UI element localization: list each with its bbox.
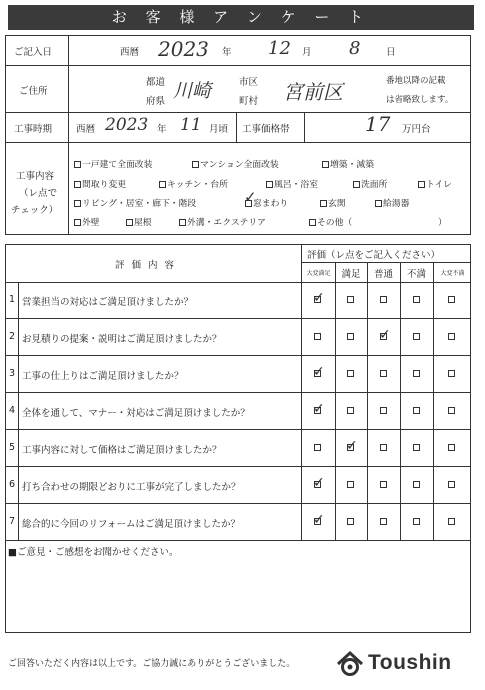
- rating-checkbox[interactable]: [347, 333, 354, 340]
- survey-title: お 客 様 ア ン ケ ー ト: [8, 5, 474, 30]
- checkbox[interactable]: [353, 181, 360, 188]
- comments-label: ■ご意見・ご感想をお聞かせください。: [8, 547, 179, 558]
- checkbox[interactable]: [74, 219, 81, 226]
- address-pref-value: 川崎: [173, 80, 212, 102]
- work-item-10[interactable]: 玄関: [320, 196, 346, 209]
- rating-checkbox[interactable]: [448, 333, 455, 340]
- checkbox[interactable]: [322, 161, 329, 168]
- rating-checkbox[interactable]: [448, 407, 455, 414]
- column-dissatisfied: 不満: [406, 269, 426, 280]
- question-number: 2: [8, 331, 16, 342]
- rating-checkbox[interactable]: [448, 370, 455, 377]
- work-item-2[interactable]: 増築・減築: [322, 157, 374, 170]
- price-range-unit: 万円台: [402, 124, 431, 135]
- rating-check-mark: ✓: [313, 401, 325, 417]
- rating-checkbox[interactable]: [380, 444, 387, 451]
- rating-checkbox[interactable]: [347, 518, 354, 525]
- work-item-4[interactable]: キッチン・台所: [159, 177, 228, 190]
- rating-checkbox[interactable]: [413, 407, 420, 414]
- rating-checkbox[interactable]: [314, 444, 321, 451]
- column-very-satisfied: 大変満足: [306, 270, 331, 277]
- rating-checkbox[interactable]: [448, 518, 455, 525]
- price-range-label: 工事価格帯: [242, 124, 290, 135]
- work-period-era: 西暦: [76, 124, 96, 135]
- work-period-year-unit: 年: [157, 124, 167, 135]
- work-item-1[interactable]: マンション全面改装: [192, 157, 279, 170]
- checkbox[interactable]: [309, 219, 316, 226]
- work-item-5[interactable]: 風呂・浴室: [266, 177, 318, 190]
- checkbox[interactable]: [74, 200, 81, 207]
- work-period-month: 11: [180, 115, 202, 135]
- rating-checkbox[interactable]: [448, 481, 455, 488]
- address-note-line1: 番地以降の記載: [386, 76, 446, 86]
- checkbox[interactable]: [320, 200, 327, 207]
- work-content-label-line2: （レ点で: [19, 188, 58, 199]
- column-very-dissatisfied: 大変不満: [440, 270, 465, 277]
- rating-checkbox[interactable]: [380, 407, 387, 414]
- evaluation-content-header: 評 価 内 容: [115, 260, 177, 271]
- work-item-other-close: ）: [438, 218, 447, 228]
- checkbox[interactable]: [126, 219, 133, 226]
- rating-check-mark: ✓: [379, 327, 391, 343]
- work-item-9-check-mark: ✓: [244, 188, 257, 206]
- rating-checkbox[interactable]: [413, 444, 420, 451]
- address-city-value: 宮前区: [283, 80, 343, 104]
- checkbox[interactable]: [375, 200, 382, 207]
- work-item-7[interactable]: トイレ: [418, 177, 452, 190]
- rating-check-mark: ✓: [313, 475, 325, 491]
- work-item-13[interactable]: 屋根: [126, 215, 152, 228]
- rating-checkbox[interactable]: [380, 296, 387, 303]
- rating-checkbox[interactable]: [347, 481, 354, 488]
- logo-text: Toushin: [368, 651, 452, 674]
- question-number: 1: [8, 294, 16, 305]
- question-text: 総合的に今回のリフォームはご満足頂けましたか？: [22, 519, 241, 530]
- question-text: お見積りの提案・説明はご満足頂けましたか？: [22, 334, 222, 345]
- rating-check-mark: ✓: [346, 438, 358, 454]
- checkbox[interactable]: [74, 181, 81, 188]
- work-item-8[interactable]: リビング・居室・廊下・階段: [74, 196, 196, 209]
- rating-checkbox[interactable]: [448, 444, 455, 451]
- column-satisfied: 満足: [341, 269, 361, 280]
- question-text: 工事内容に対して価格はご満足頂けましたか？: [22, 445, 222, 456]
- checkbox[interactable]: [266, 181, 273, 188]
- rating-checkbox[interactable]: [380, 518, 387, 525]
- address-pref-bottom: 府県: [146, 96, 166, 107]
- house-logo-icon: [335, 650, 365, 678]
- rating-checkbox[interactable]: [413, 333, 420, 340]
- evaluation-rating-header: 評価（レ点をご記入ください）: [307, 250, 441, 261]
- column-normal: 普通: [373, 269, 393, 280]
- entry-date-label: ご記入日: [14, 47, 53, 58]
- comments-area[interactable]: [6, 558, 470, 632]
- work-item-12[interactable]: 外壁: [74, 215, 100, 228]
- footer-message: ご回答いただく内容は以上です。ご協力誠にありがとうございました。: [8, 659, 296, 669]
- checkbox[interactable]: [192, 161, 199, 168]
- entry-date-year-unit: 年: [222, 47, 232, 58]
- question-text: 営業担当の対応はご満足頂けましたか？: [22, 297, 194, 308]
- address-city-top: 市区: [239, 77, 259, 88]
- rating-check-mark: ✓: [313, 364, 325, 380]
- company-logo: [335, 650, 465, 676]
- price-range-value: 17: [365, 112, 391, 136]
- work-item-11[interactable]: 給湯器: [375, 196, 409, 209]
- address-note-line2: は省略致します。: [386, 95, 454, 105]
- address-pref-top: 都道: [146, 77, 166, 88]
- question-number: 4: [8, 405, 16, 416]
- checkbox[interactable]: [418, 181, 425, 188]
- work-item-6[interactable]: 洗面所: [353, 177, 387, 190]
- rating-checkbox[interactable]: [413, 518, 420, 525]
- rating-checkbox[interactable]: [448, 296, 455, 303]
- work-period-month-unit: 月頃: [209, 124, 229, 135]
- work-item-15[interactable]: その他（: [309, 215, 352, 228]
- rating-check-mark: ✓: [313, 290, 325, 306]
- question-number: 5: [8, 442, 16, 453]
- checkbox[interactable]: [74, 161, 81, 168]
- question-text: 全体を通して、マナー・対応はご満足頂けましたか？: [22, 408, 250, 419]
- checkbox[interactable]: [179, 219, 186, 226]
- question-number: 7: [8, 516, 16, 527]
- rating-checkbox[interactable]: [347, 407, 354, 414]
- entry-date-day: 8: [349, 38, 361, 59]
- work-item-9[interactable]: 窓まわり: [245, 196, 288, 209]
- work-item-3[interactable]: 間取り変更: [74, 177, 126, 190]
- entry-date-year: 2023: [158, 37, 209, 61]
- entry-date-day-unit: 日: [386, 47, 396, 58]
- checkbox[interactable]: [159, 181, 166, 188]
- rating-checkbox[interactable]: [413, 370, 420, 377]
- rating-checkbox[interactable]: [314, 333, 321, 340]
- entry-date-month-unit: 月: [302, 47, 312, 58]
- entry-date-era: 西暦: [120, 47, 140, 58]
- address-label: ご住所: [19, 86, 48, 97]
- work-item-14[interactable]: 外溝・エクステリア: [179, 215, 266, 228]
- address-city-bottom: 町村: [239, 96, 259, 107]
- work-content-label-line1: 工事内容: [16, 171, 55, 182]
- question-number: 3: [8, 368, 16, 379]
- work-period-label: 工事時期: [14, 124, 53, 135]
- rating-checkbox[interactable]: [380, 481, 387, 488]
- rating-checkbox[interactable]: [347, 296, 354, 303]
- rating-checkbox[interactable]: [413, 296, 420, 303]
- work-content-label-line3: チェック）: [11, 205, 59, 216]
- rating-checkbox[interactable]: [380, 370, 387, 377]
- rating-checkbox[interactable]: [347, 370, 354, 377]
- work-item-0[interactable]: 一戸建て全面改装: [74, 157, 152, 170]
- work-period-year: 2023: [105, 115, 149, 135]
- rating-checkbox[interactable]: [413, 481, 420, 488]
- question-text: 工事の仕上りはご満足頂けましたか？: [22, 371, 184, 382]
- question-text: 打ち合わせの期限どおりに工事が完了しましたか？: [22, 482, 241, 493]
- rating-check-mark: ✓: [313, 512, 325, 528]
- entry-date-month: 12: [268, 38, 291, 59]
- question-number: 6: [8, 479, 16, 490]
